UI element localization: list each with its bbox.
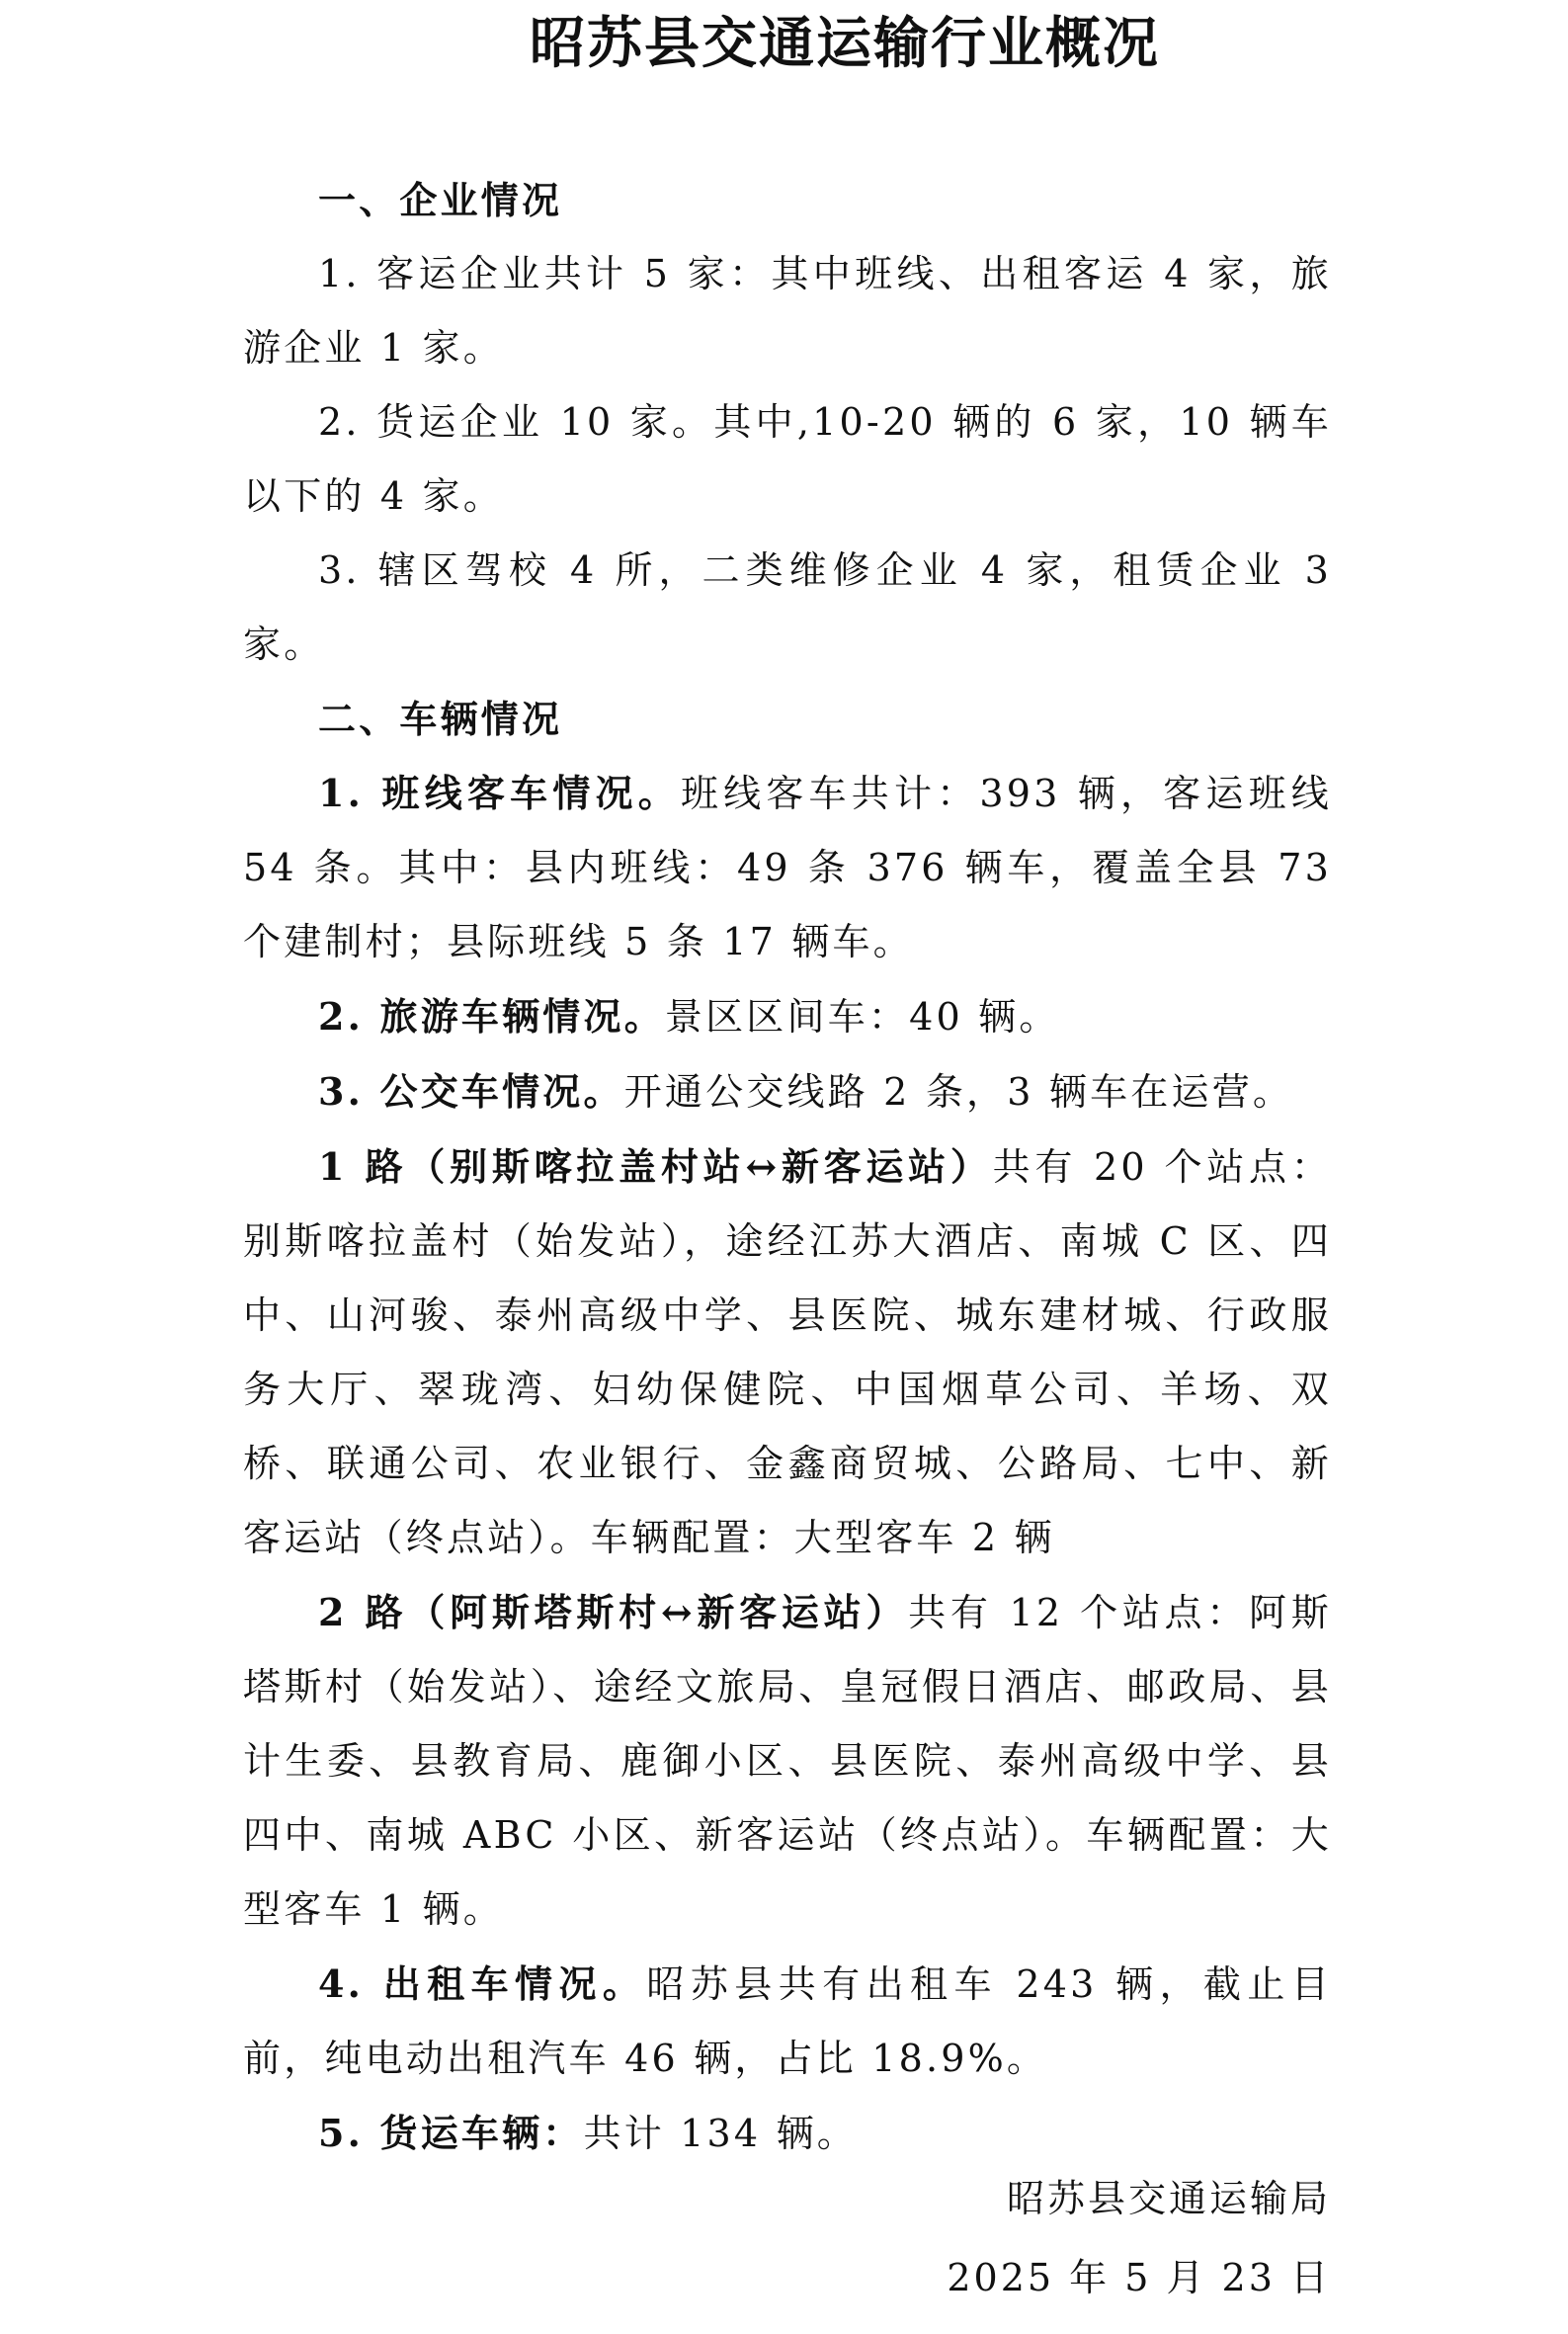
vehicle-item-coach-text: 班线客车共计：393 辆，客运班线 54 条。其中：县内班线：49 条 376 辆车，覆盖全县 73 个建制村；县际班线 5 条 17 辆车。 xyxy=(243,772,1332,963)
enterprise-item-freight: 2. 货运企业 10 家。其中,10-20 辆的 6 家，10 辆车以下的 4 家。 xyxy=(243,400,1332,518)
vehicle-item-coach-lead: 1. 班线客车情况。 xyxy=(318,771,681,815)
document-body xyxy=(243,163,1332,2171)
bus-route-1-lead: 1 路（别斯喀拉盖村站↔新客运站） xyxy=(318,1144,993,1189)
bus-route-2 xyxy=(243,1575,1332,1947)
section-heading-vehicles: 二、车辆情况 xyxy=(318,697,563,741)
enterprise-item-schools: 3. 辖区驾校 4 所，二类维修企业 4 家，租赁企业 3 家。 xyxy=(243,548,1332,666)
bus-route-1 xyxy=(243,1129,1332,1575)
vehicle-item-taxi-text: 昭苏县共有出租车 243 辆，截止目前，纯电动出租汽车 46 辆，占比 18.9%。 xyxy=(243,1962,1332,2080)
bus-route-1-text: 共有 20 个站点：别斯喀拉盖村（始发站），途经江苏大酒店、南城 C 区、四中、山河骏、泰州高级中学、县医院、城东建材城、行政服务大厅、翠珑湾、妇幼保健院、中国烟草公司、羊场、双桥、联通公司、农业银行、金鑫商贸城、公路局、七中、新客运站（终点站）。车辆配置：大型客车 2 辆 xyxy=(243,1145,1332,1559)
vehicle-item-bus-lead: 3. 公交车情况。 xyxy=(318,1069,624,1114)
signature-date: 2025 年 5 月 23 日 xyxy=(947,2256,1331,2299)
vehicle-item-bus-text: 开通公交线路 2 条，3 辆车在运营。 xyxy=(623,1070,1294,1114)
enterprise-item-passenger: 1. 客运企业共计 5 家：其中班线、出租客运 4 家，旅游企业 1 家。 xyxy=(243,252,1332,370)
bus-route-2-lead: 2 路（阿斯塔斯村↔新客运站） xyxy=(318,1590,909,1634)
vehicle-item-freight-text: 共计 134 辆。 xyxy=(583,2112,858,2155)
vehicle-item-tourism xyxy=(243,979,1332,1054)
signature-org: 昭苏县交通运输局 xyxy=(1006,2177,1331,2220)
document-title: 昭苏县交通运输行业概况 xyxy=(530,11,1160,76)
vehicle-item-tourism-lead: 2. 旅游车辆情况。 xyxy=(318,994,665,1039)
bus-route-2-text: 共有 12 个站点：阿斯塔斯村（始发站）、途经文旅局、皇冠假日酒店、邮政局、县计生委、县教育局、鹿御小区、县医院、泰州高级中学、县四中、南城 ABC 小区、新客运站（终点站）。车辆配置：大型客车 1 辆。 xyxy=(243,1591,1333,1931)
vehicle-item-coach xyxy=(243,756,1332,979)
vehicle-item-taxi xyxy=(243,1947,1332,2096)
vehicle-item-tourism-text: 景区区间车：40 辆。 xyxy=(664,995,1060,1039)
vehicle-item-taxi-lead: 4. 出租车情况。 xyxy=(318,1961,647,2006)
vehicle-item-bus xyxy=(243,1054,1332,1129)
vehicle-item-freight-lead: 5. 货运车辆： xyxy=(318,2111,584,2155)
section-heading-enterprises: 一、企业情况 xyxy=(318,178,563,222)
signature-block xyxy=(947,2159,1331,2317)
